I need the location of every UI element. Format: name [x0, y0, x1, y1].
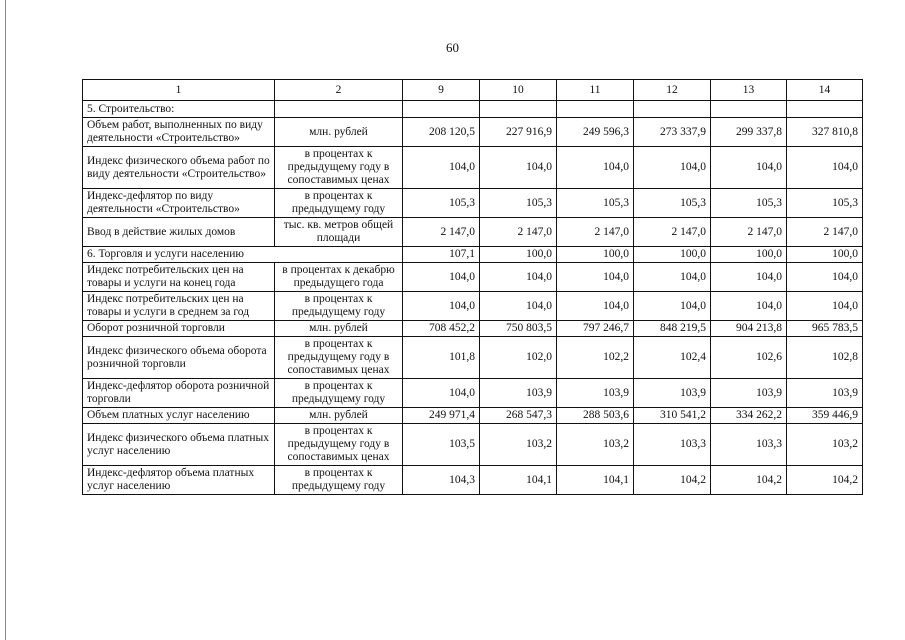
value-cell: 104,2	[711, 466, 787, 495]
value-cell: 103,2	[480, 424, 557, 466]
indicator-cell: Индекс потребительских цен на товары и услуги в среднем за год	[83, 292, 275, 321]
table-row	[83, 379, 863, 408]
value-cell: 104,0	[480, 263, 557, 292]
value-cell: 104,1	[480, 466, 557, 495]
value-cell: 101,8	[403, 337, 480, 379]
table-row	[83, 408, 863, 424]
value-cell: 102,2	[557, 337, 634, 379]
value-cell: 103,9	[787, 379, 863, 408]
value-cell: 299 337,8	[711, 118, 787, 147]
value-cell: 104,0	[403, 263, 480, 292]
value-cell: 104,0	[634, 263, 711, 292]
value-cell: 104,0	[480, 292, 557, 321]
value-cell: 2 147,0	[403, 218, 480, 247]
value-cell: 102,8	[787, 337, 863, 379]
value-cell: 103,9	[557, 379, 634, 408]
value-cell: 100,0	[480, 247, 557, 263]
value-cell: 100,0	[787, 247, 863, 263]
table-row	[83, 292, 863, 321]
value-cell: 103,9	[711, 379, 787, 408]
unit-cell: тыс. кв. метров общей площади	[275, 218, 403, 247]
indicator-cell: Объем платных услуг населению	[83, 408, 275, 424]
value-cell: 100,0	[711, 247, 787, 263]
value-cell: 104,0	[634, 292, 711, 321]
value-cell: 102,6	[711, 337, 787, 379]
value-cell: 104,2	[634, 466, 711, 495]
value-cell: 2 147,0	[711, 218, 787, 247]
table-row	[83, 337, 863, 379]
value-cell: 273 337,9	[634, 118, 711, 147]
value-cell: 105,3	[711, 189, 787, 218]
value-cell: 105,3	[403, 189, 480, 218]
value-cell: 104,0	[787, 147, 863, 189]
table-row	[83, 321, 863, 337]
value-cell: 103,9	[480, 379, 557, 408]
value-cell: 104,0	[403, 379, 480, 408]
unit-cell: в процентах к предыдущему году в сопоставимых ценах	[275, 424, 403, 466]
value-cell: 249 971,4	[403, 408, 480, 424]
value-cell: 102,4	[634, 337, 711, 379]
value-cell: 107,1	[403, 247, 480, 263]
header-cell: 9	[403, 80, 480, 101]
value-cell: 104,0	[403, 292, 480, 321]
indicator-cell: Индекс-дефлятор оборота розничной торговли	[83, 379, 275, 408]
header-cell: 14	[787, 80, 863, 101]
unit-cell: в процентах к предыдущему году в сопоставимых ценах	[275, 147, 403, 189]
section-title: 6. Торговля и услуги населению	[83, 247, 403, 263]
value-cell: 2 147,0	[787, 218, 863, 247]
value-cell: 268 547,3	[480, 408, 557, 424]
value-cell: 104,0	[480, 147, 557, 189]
value-cell: 102,0	[480, 337, 557, 379]
table-body	[83, 101, 863, 495]
value-cell: 2 147,0	[634, 218, 711, 247]
value-cell: 103,2	[557, 424, 634, 466]
indicator-cell: Индекс физического объема платных услуг населению	[83, 424, 275, 466]
header-cell: 10	[480, 80, 557, 101]
value-cell	[403, 101, 480, 118]
unit-cell: в процентах к предыдущему году	[275, 292, 403, 321]
value-cell: 965 783,5	[787, 321, 863, 337]
value-cell: 104,0	[557, 263, 634, 292]
page-edge	[5, 0, 6, 640]
table-row	[83, 189, 863, 218]
value-cell: 104,0	[711, 263, 787, 292]
value-cell	[634, 101, 711, 118]
value-cell: 103,3	[634, 424, 711, 466]
value-cell: 2 147,0	[480, 218, 557, 247]
value-cell: 104,0	[787, 292, 863, 321]
value-cell: 104,1	[557, 466, 634, 495]
unit-cell: млн. рублей	[275, 408, 403, 424]
indicator-cell: Объем работ, выполненных по виду деятельности «Строительство»	[83, 118, 275, 147]
value-cell: 100,0	[557, 247, 634, 263]
value-cell: 103,5	[403, 424, 480, 466]
value-cell: 848 219,5	[634, 321, 711, 337]
value-cell: 104,0	[711, 292, 787, 321]
section-row	[83, 247, 863, 263]
header-cell: 2	[275, 80, 403, 101]
value-cell: 2 147,0	[557, 218, 634, 247]
value-cell: 104,0	[403, 147, 480, 189]
value-cell: 103,3	[711, 424, 787, 466]
value-cell	[557, 101, 634, 118]
value-cell: 327 810,8	[787, 118, 863, 147]
value-cell: 105,3	[557, 189, 634, 218]
value-cell: 104,2	[787, 466, 863, 495]
value-cell: 750 803,5	[480, 321, 557, 337]
table-row	[83, 466, 863, 495]
value-cell: 104,3	[403, 466, 480, 495]
page-number: 60	[446, 40, 459, 55]
table-row	[83, 424, 863, 466]
header-row	[83, 80, 863, 101]
unit-cell: млн. рублей	[275, 118, 403, 147]
value-cell: 104,0	[557, 147, 634, 189]
value-cell: 227 916,9	[480, 118, 557, 147]
value-cell	[711, 101, 787, 118]
unit-cell: в процентах к предыдущему году	[275, 189, 403, 218]
value-cell: 103,9	[634, 379, 711, 408]
value-cell: 104,0	[557, 292, 634, 321]
value-cell	[480, 101, 557, 118]
table-row	[83, 147, 863, 189]
value-cell: 104,0	[634, 147, 711, 189]
indicator-cell: Индекс-дефлятор объема платных услуг населению	[83, 466, 275, 495]
unit-cell: в процентах к предыдущему году	[275, 466, 403, 495]
value-cell	[787, 101, 863, 118]
value-cell: 105,3	[787, 189, 863, 218]
value-cell: 288 503,6	[557, 408, 634, 424]
value-cell: 904 213,8	[711, 321, 787, 337]
table-row	[83, 118, 863, 147]
header-cell: 1	[83, 80, 275, 101]
unit-cell: в процентах к декабрю предыдущего года	[275, 263, 403, 292]
table-row	[83, 218, 863, 247]
value-cell: 105,3	[480, 189, 557, 218]
header-cell: 11	[557, 80, 634, 101]
indicator-cell: Индекс физического объема оборота розничной торговли	[83, 337, 275, 379]
section-title: 5. Строительство:	[83, 101, 275, 118]
forecast-table	[82, 79, 863, 495]
value-cell: 359 446,9	[787, 408, 863, 424]
unit-cell	[275, 101, 403, 118]
unit-cell: в процентах к предыдущему году	[275, 379, 403, 408]
value-cell: 103,2	[787, 424, 863, 466]
value-cell: 104,0	[711, 147, 787, 189]
indicator-cell: Индекс физического объема работ по виду деятельности «Строительство»	[83, 147, 275, 189]
value-cell: 208 120,5	[403, 118, 480, 147]
value-cell: 105,3	[634, 189, 711, 218]
indicator-cell: Ввод в действие жилых домов	[83, 218, 275, 247]
table-row	[83, 263, 863, 292]
header-cell: 12	[634, 80, 711, 101]
value-cell: 249 596,3	[557, 118, 634, 147]
section-row	[83, 101, 863, 118]
unit-cell: млн. рублей	[275, 321, 403, 337]
header-cell: 13	[711, 80, 787, 101]
value-cell: 310 541,2	[634, 408, 711, 424]
indicator-cell: Индекс потребительских цен на товары и услуги на конец года	[83, 263, 275, 292]
value-cell: 334 262,2	[711, 408, 787, 424]
value-cell: 104,0	[787, 263, 863, 292]
indicator-cell: Индекс-дефлятор по виду деятельности «Строительство»	[83, 189, 275, 218]
value-cell: 100,0	[634, 247, 711, 263]
value-cell: 797 246,7	[557, 321, 634, 337]
unit-cell: в процентах к предыдущему году в сопоставимых ценах	[275, 337, 403, 379]
value-cell: 708 452,2	[403, 321, 480, 337]
indicator-cell: Оборот розничной торговли	[83, 321, 275, 337]
